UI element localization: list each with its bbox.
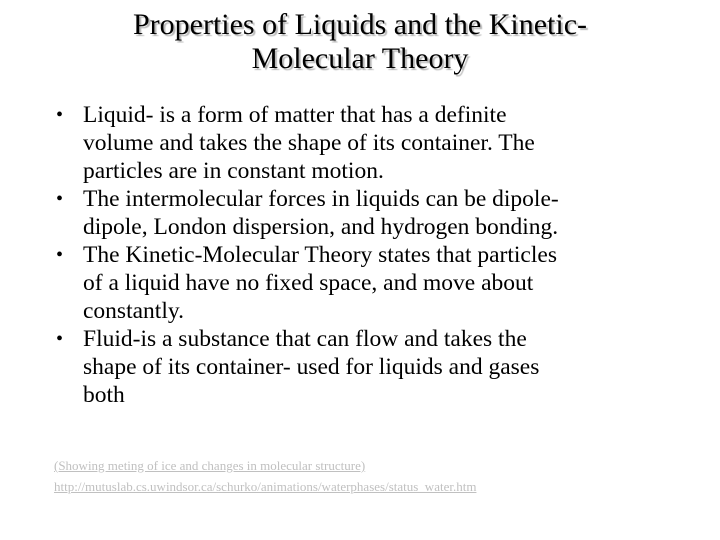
- bullet-dot-icon: •: [56, 104, 64, 126]
- bullet-text-line: dipole, London dispersion, and hydrogen bonding.: [83, 214, 559, 240]
- bullet-text-line: constantly.: [83, 298, 184, 324]
- bullet-text-line: Liquid- is a form of matter that has a definite: [83, 102, 507, 128]
- bullet-text-line: The intermolecular forces in liquids can be dipole-: [83, 186, 559, 212]
- bullet-item-liquid: [56, 101, 676, 185]
- bullet-item-fluid: [56, 325, 676, 409]
- bullet-text-line: of a liquid have no fixed space, and move about: [83, 270, 534, 296]
- bullet-text-line: shape of its container- used for liquids and gases: [83, 354, 540, 380]
- bullet-dot-icon: •: [56, 244, 64, 266]
- reference-links: [54, 455, 476, 497]
- bullet-dot-icon: •: [56, 188, 64, 210]
- animation-url-link[interactable]: http://mutuslab.cs.uwindsor.ca/schurko/animations/waterphases/status_water.htm: [54, 479, 477, 494]
- bullet-item-kinetic-molecular-theory: [56, 241, 676, 325]
- bullet-text-line: particles are in constant motion.: [83, 158, 384, 184]
- slide-title: [60, 8, 660, 76]
- slide-title-line: Molecular Theory: [251, 42, 469, 75]
- bullet-text-line: both: [83, 382, 125, 408]
- bullet-item-intermolecular-forces: [56, 185, 676, 241]
- bullet-list: [56, 101, 676, 409]
- bullet-text-line: The Kinetic-Molecular Theory states that particles: [83, 242, 557, 268]
- bullet-text-line: volume and takes the shape of its container. The: [83, 130, 535, 156]
- animation-caption-link[interactable]: (Showing meting of ice and changes in molecular structure): [54, 458, 366, 473]
- bullet-dot-icon: •: [56, 328, 64, 350]
- slide-title-line: Properties of Liquids and the Kinetic-: [132, 8, 588, 41]
- bullet-text-line: Fluid-is a substance that can flow and takes the: [83, 326, 527, 352]
